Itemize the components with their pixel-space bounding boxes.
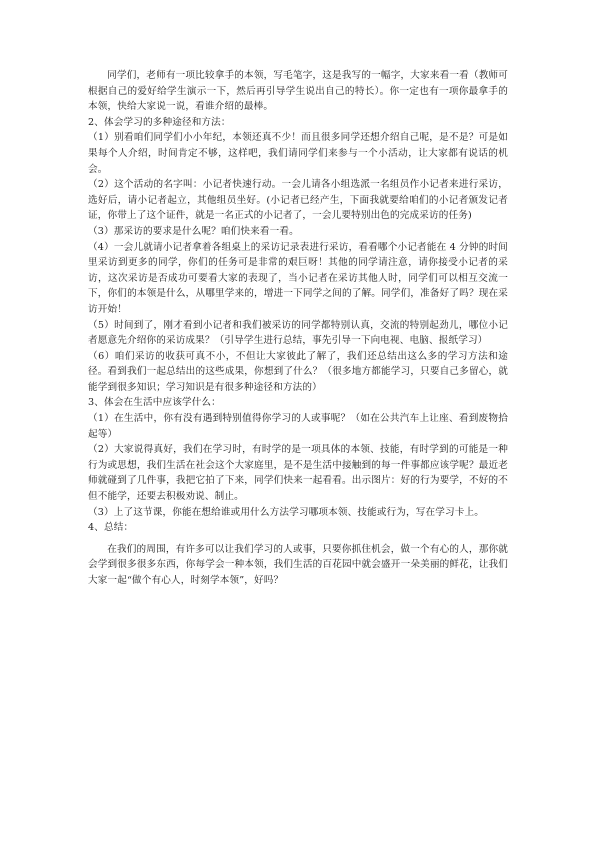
paragraph-3-3: （3）上了这节课，你能在想给谁或用什么方法学习哪项本领、技能或行为，写在学习卡上。 bbox=[88, 506, 485, 518]
paragraph-3-2: （2）大家说得真好，我们在学习时，有时学的是一项具体的本领、技能，有时学到的可能是一种行为或思想，我们生活在社会这个大家庭里，是不是生活中接触到的每一件事都应该学呢？最近老师就碰到了几件事，我把它拍了下来，同学们快来一起看看。出示图片：好的行为要学，不好的不但不能学，还要去积极劝说、制止。 bbox=[88, 444, 508, 503]
paragraph-3-1: （1）在生活中，你有没有遇到特别值得你学习的人或事呢？（如在公共汽车上让座、看到废物拾起等） bbox=[88, 413, 508, 440]
paragraph-2-1: （1）别看咱们同学们小小年纪，本领还真不少！而且很多同学还想介绍自己呢，是不是？可是如果每个人介绍，时间肯定不够，这样吧，我们请同学们来参与一个小活动，让大家都有说话的机会。 bbox=[88, 132, 508, 175]
paragraph-2-3: （3）那采访的要求是什么呢？咱们快来看一看。 bbox=[88, 225, 299, 237]
paragraph-2-6: （6）咱们采访的收获可真不小，不但让大家彼此了解了，我们还总结出这么多的学习方法和途径。看到我们一起总结出的这些成果，你想到了什么？（很多地方都能学习，只要自己多留心，就能学到很多知识；学习知识是有很多种途径和方法的） bbox=[88, 350, 508, 393]
paragraph-2-5: （5）时间到了，刚才看到小记者和我们被采访的同学都特别认真，交流的特别起劲儿，哪位小记者愿意先介绍你的采访成果？（引导学生进行总结，事先引导一下向电视、电脑、报纸学习） bbox=[88, 319, 508, 347]
section-heading-4: 4、总结： bbox=[88, 522, 134, 534]
intro-paragraph: 同学们，老师有一项比较拿手的本领，写毛笔字，这是我写的一幅字，大家来看一看（教师可根据自己的爱好给学生演示一下，然后再引导学生说出自己的特长）。你一定也有一项你最拿手的本领，快给大家说一说，看谁介绍的最棒。 bbox=[88, 70, 508, 113]
paragraph-2-2: （2）这个活动的名字叫：小记者快速行动。一会儿请各小组选派一名组员作小记者来进行采访，选好后，请小记者起立，其他组员坐好。(小记者已经产生，下面我就要给咱们的小记者颁发记者证，你带上了这个证件，就是一名正式的小记者了，一会儿要特别出色的完成采访的任务) bbox=[88, 179, 508, 222]
document-body bbox=[88, 68, 508, 589]
section-heading-2: 2、体会学习的多种途径和方法： bbox=[88, 116, 231, 128]
paragraph-2-4: （4）一会儿就请小记者拿着各组桌上的采访记录表进行采访，看看哪个小记者能在 4 分钟的时间里采访到更多的同学，你们的任务可是非常的艰巨呀！其他的同学请注意，请你接受小记者的采访，这次采访是否成功可要看大家的表现了，当小记者在采访其他人时，同学们可以相互交流一下，你们的本领是什么，从哪里学来的，增进一下同学之间的了解。同学们，准备好了吗？现在采访开始！ bbox=[88, 241, 508, 315]
summary-paragraph: 在我们的周围，有许多可以让我们学习的人或事，只要你抓住机会，做一个有心的人，那你就会学到很多很多东西，你每学会一种本领，我们生活的百花园中就会盛开一朵美丽的鲜花，让我们大家一起“做个有心人，时刻学本领”，好吗？ bbox=[88, 543, 508, 586]
section-heading-3: 3、体会在生活中应该学什么： bbox=[88, 397, 221, 409]
